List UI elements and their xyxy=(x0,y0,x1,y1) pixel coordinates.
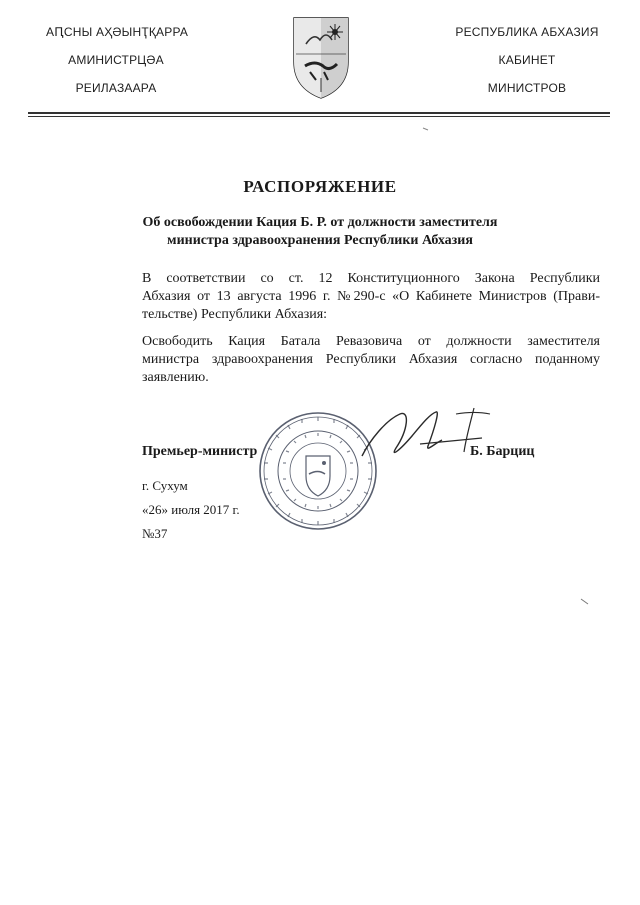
issue-place: г. Сухум xyxy=(142,478,188,493)
subject-line-2: министра здравоохранения Республики Абхазия xyxy=(167,233,473,248)
paragraph-order-line-2: министра здравоохранения Республики Абхазия согласно поданному xyxy=(142,352,600,367)
paragraph-basis-line-2: Абхазия от 13 августа 1996 г. №290-с «О Кабинете Министров (Прави- xyxy=(142,289,600,304)
paragraph-order-line-3: заявлению. xyxy=(142,370,209,385)
paragraph-basis-line-3: тельстве) Республики Абхазия: xyxy=(142,307,328,322)
paragraph-basis-line-1: В соответствии со ст. 12 Конституционного Закона Республики xyxy=(142,271,600,286)
document-number: №37 xyxy=(142,526,168,541)
coat-of-arms-emblem xyxy=(290,14,352,100)
paragraph-order xyxy=(142,333,600,387)
subject-line-1: Об освобождении Кация Б. Р. от должности заместителя xyxy=(142,215,498,230)
paragraph-basis xyxy=(142,270,600,324)
scan-speck xyxy=(422,126,430,132)
signatory-position: Премьер-министр xyxy=(142,444,258,459)
header-left-line-2: АМИНИСТРЦӘА xyxy=(68,53,164,67)
paragraph-order-line-1: Освободить Кация Батала Ревазовича от должности заместителя xyxy=(142,334,600,349)
header-divider-thin xyxy=(28,116,610,117)
scan-speck xyxy=(580,598,590,606)
issue-date: «26» июля 2017 г. xyxy=(142,502,240,517)
header-left-abkhaz xyxy=(46,23,189,107)
header-right-line-1: РЕСПУБЛИКА АБХАЗИЯ xyxy=(455,25,599,39)
header-right-russian xyxy=(452,23,602,107)
document-subject xyxy=(100,214,540,250)
header-left-line-3: РЕИЛАЗААРА xyxy=(75,81,157,95)
header-left-line-1: АԤСНЫ АҲӘЫНҬҚАРРА xyxy=(46,25,189,39)
header-divider-thick xyxy=(28,112,610,114)
signatory-name: Б. Барциц xyxy=(470,444,535,459)
document-title: РАСПОРЯЖЕНИЕ xyxy=(243,177,397,196)
header-right-line-3: МИНИСТРОВ xyxy=(487,81,567,95)
header-right-line-2: КАБИНЕТ xyxy=(498,53,556,67)
